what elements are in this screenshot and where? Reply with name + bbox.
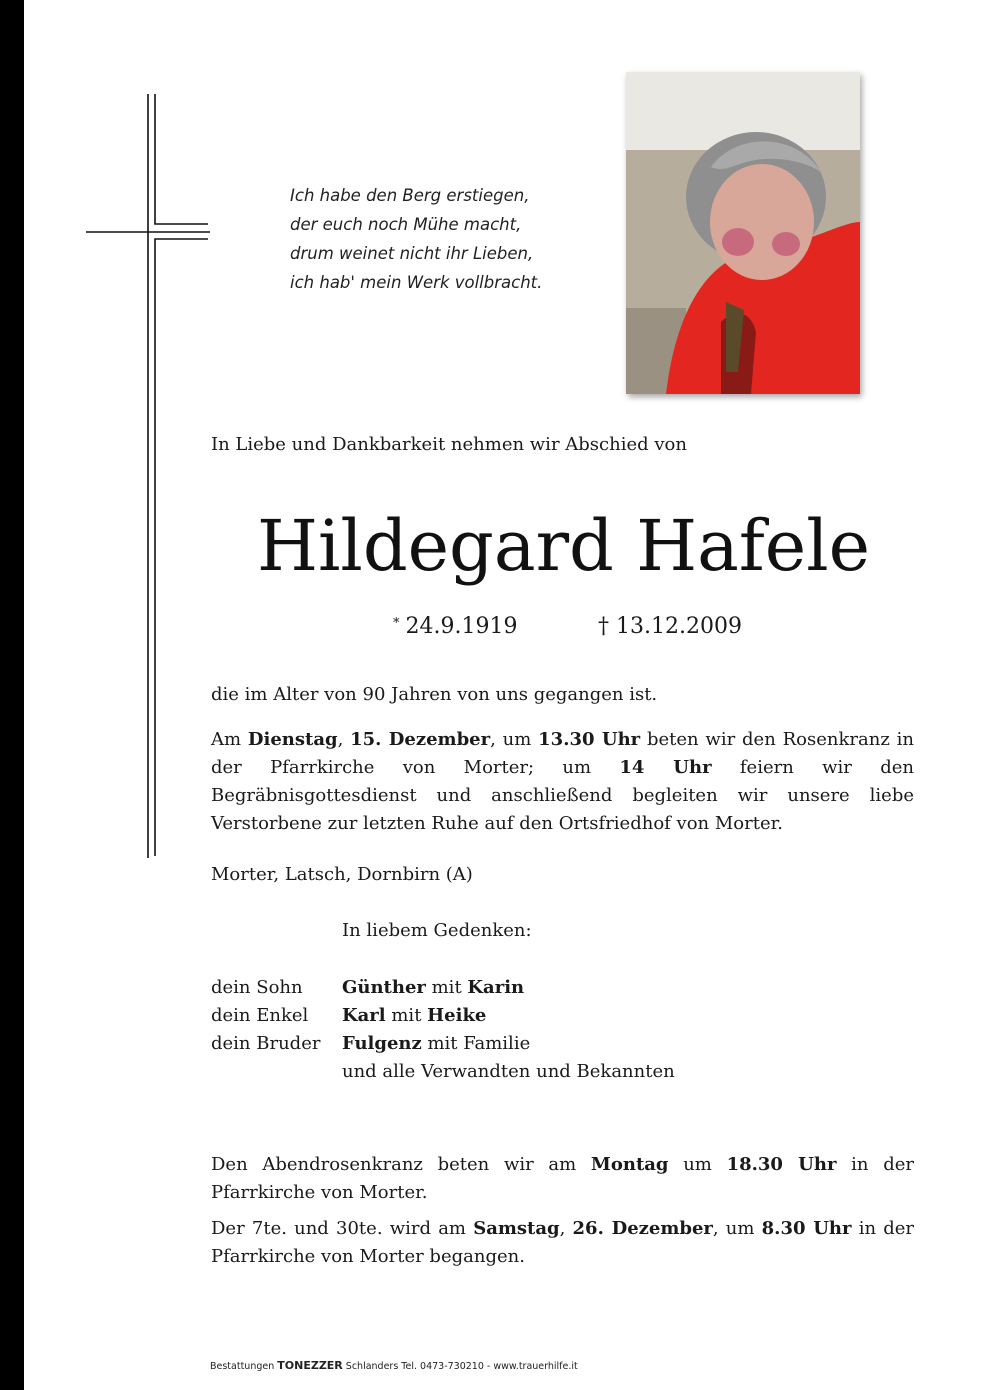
relative-name: Heike [427,1005,487,1026]
text: mit [425,977,468,998]
death-date [598,614,742,639]
text: feiern wir den Begräbnisgottesdienst und anschließend begleiten wir unsere liebe Verstorbene zur letzten Ruhe auf den Ortsfriedhof von Morter. [211,757,914,834]
service-date: 15. Dezember [350,729,491,750]
birth-date [393,614,517,639]
relative-row [211,1058,675,1086]
relative-others: und alle Verwandten und Bekannten [342,1061,675,1082]
evening-day: Montag [590,1154,669,1175]
cross-icon [86,94,212,858]
relative-names [342,1030,530,1058]
relative-name: Günther [342,977,426,998]
service-day: Dienstag [247,729,338,750]
mass-time: 14 Uhr [619,757,712,778]
text: Den Abendrosenkranz beten wir am [211,1154,591,1175]
text: um [668,1154,727,1175]
intro-text: In Liebe und Dankbarkeit nehmen wir Abschied von [211,434,687,455]
relative-name: Karin [467,977,525,998]
places-line: Morter, Latsch, Dornbirn (A) [211,864,473,885]
deceased-name: Hildegard Hafele [257,505,871,587]
verse-line: der euch noch Mühe macht, [290,215,522,234]
death-date-value: 13.12.2009 [616,614,742,639]
rosary-time: 13.30 Uhr [538,729,641,750]
evening-rosary-paragraph [211,1151,914,1207]
death-symbol: † [598,614,609,639]
memorial-day: Samstag [473,1218,560,1239]
relative-label: dein Bruder [211,1033,321,1054]
age-line: die im Alter von 90 Jahren von uns gegangen ist. [211,684,658,705]
text: mit [385,1005,428,1026]
relative-name: Karl [342,1005,386,1026]
relative-row [211,1002,675,1030]
relative-label: dein Enkel [211,1005,309,1026]
memorial-date: 26. Dezember [572,1218,713,1239]
relative-label: dein Sohn [211,977,303,998]
memorial-mass-paragraph [211,1215,914,1271]
text: , [559,1218,573,1239]
relative-name: Fulgenz [342,1033,422,1054]
company-name: TONEZZER [277,1359,343,1372]
evening-time: 18.30 Uhr [726,1154,837,1175]
verse-line: Ich habe den Berg erstiegen, [290,186,530,205]
text: beten wir den Rosenkranz in der Pfarrkirche von Morter; um [211,729,914,778]
relatives-list [211,974,675,1086]
relative-row [211,974,675,1002]
memorial-time: 8.30 Uhr [761,1218,852,1239]
text: mit Familie [421,1033,531,1054]
relative-names [342,974,524,1002]
birth-symbol: * [393,616,400,631]
relative-names [342,1002,486,1030]
portrait-photo [626,72,860,394]
text: Schlanders Tel. 0473-730210 - www.trauerhilfe.it [342,1361,578,1372]
memorial-verse [290,181,590,297]
birth-date-value: 24.9.1919 [405,614,518,639]
text: Bestattungen [210,1361,278,1372]
funeral-service-paragraph [211,726,914,838]
text: , [337,729,351,750]
black-edge-bar [0,0,24,1390]
verse-line: drum weinet nicht ihr Lieben, [290,244,534,263]
text: in der Pfarrkirche von Morter. [211,1154,914,1203]
relative-label-empty [211,1058,342,1086]
text: , um [490,729,539,750]
undertaker-footer [210,1359,578,1372]
gedenken-heading: In liebem Gedenken: [342,920,532,941]
text: , um [712,1218,762,1239]
verse-line: ich hab' mein Werk vollbracht. [290,273,543,292]
text: Der 7te. und 30te. wird am [211,1218,474,1239]
relative-row [211,1030,675,1058]
text: in der Pfarrkirche von Morter begangen. [211,1218,915,1267]
text: Am [211,729,248,750]
